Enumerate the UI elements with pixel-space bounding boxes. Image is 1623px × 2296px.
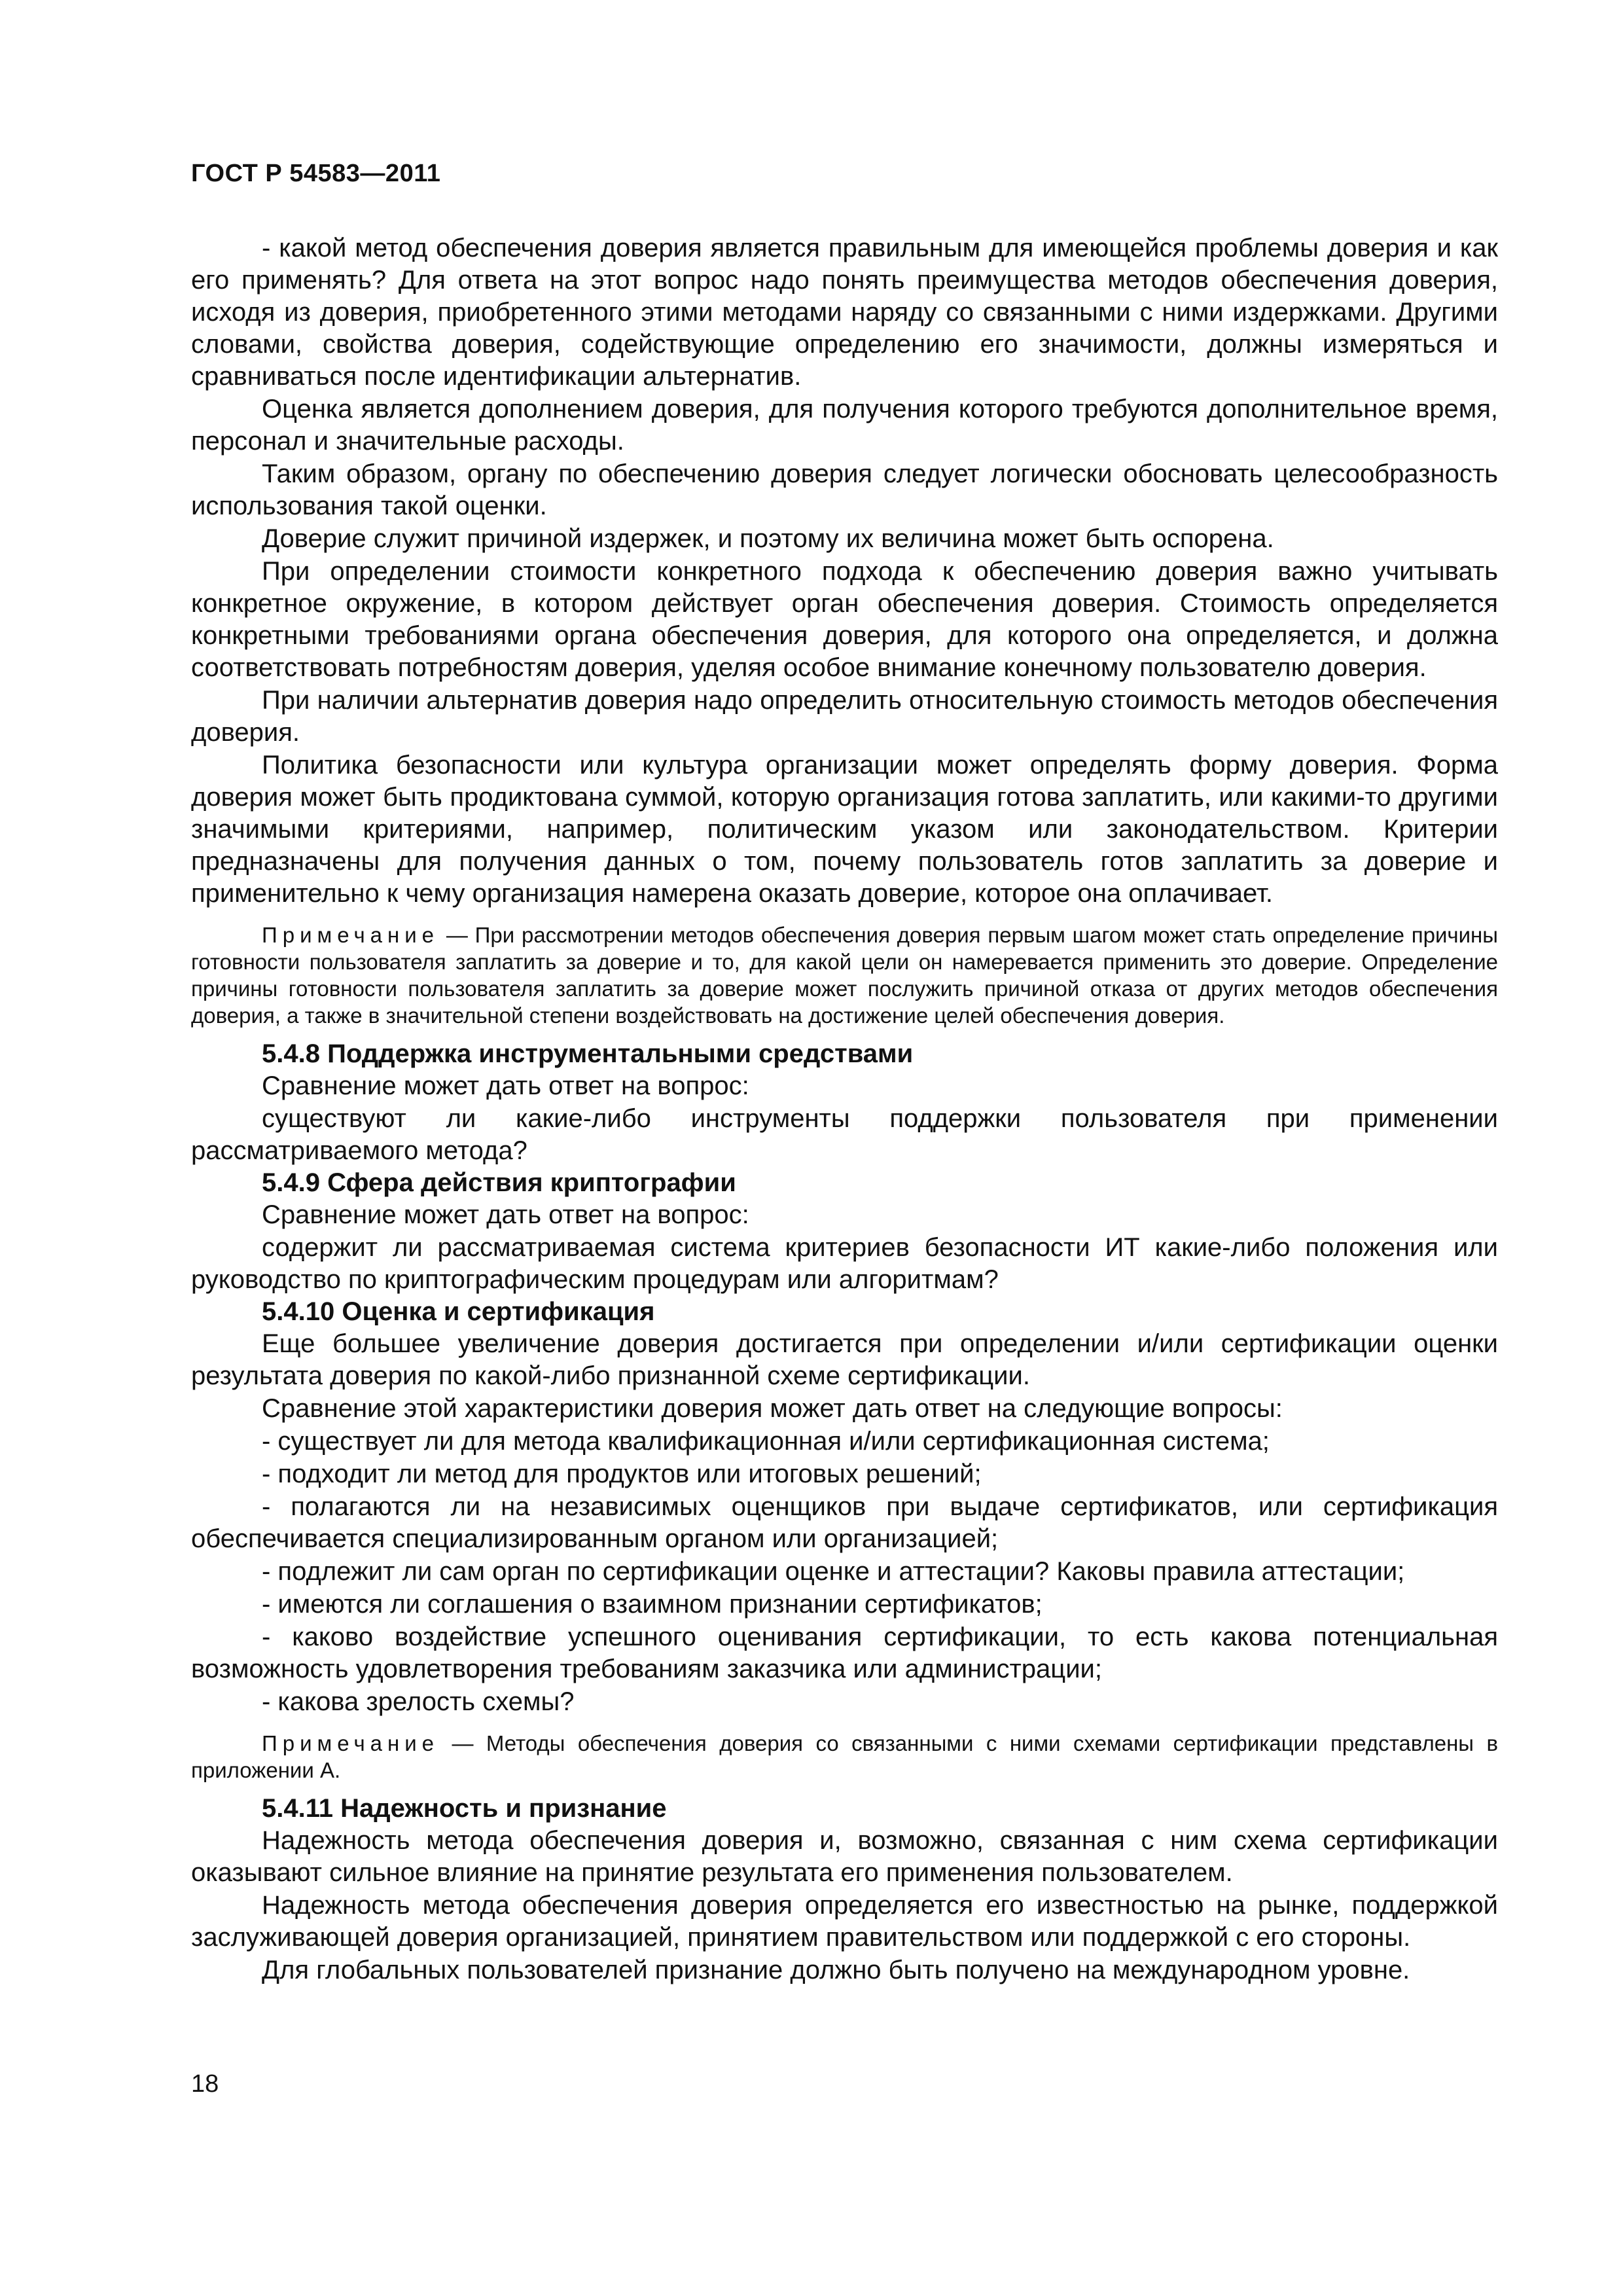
list-item: - каково воздействие успешного оценивания сертификации, то есть какова потенциальная возможность удовлетворения требованиям заказчика или администрации; <box>191 1623 1498 1683</box>
paragraph: содержит ли рассматриваемая система критериев безопасности ИТ какие-либо положения или руководство по криптографическим процедурам или алгоритмам? <box>191 1233 1498 1294</box>
note-block <box>191 922 1498 1029</box>
note-text: — Методы обеспечения доверия со связанными с ними схемами сертификации представлены в приложении А. <box>191 1731 1498 1782</box>
paragraph: Для глобальных пользователей признание должно быть получено на международном уровне. <box>262 1956 1410 1984</box>
paragraph: существуют ли какие-либо инструменты поддержки пользователя при применении рассматриваемого метода? <box>191 1104 1498 1165</box>
paragraph: Оценка является дополнением доверия, для получения которого требуются дополнительное время, персонал и значительные расходы. <box>191 395 1498 456</box>
paragraph: Еще большее увеличение доверия достигается при определении и/или сертификации оценки результата доверия по какой-либо признанной схеме сертификации. <box>191 1329 1498 1390</box>
note-text: — При рассмотрении методов обеспечения доверия первым шагом может стать определение причины готовности пользователя заплатить за доверие и то, для какой цели он намеревается применить это доверие. Определение причины готовности пользователя заплатить за доверие может послужить причиной отказа от других методов обеспечения доверия, а также в значительной степени воздействовать на достижение целей обеспечения доверия. <box>191 923 1498 1028</box>
list-item: - имеются ли соглашения о взаимном признании сертификатов; <box>262 1590 1043 1619</box>
section-heading-5-4-10: 5.4.10 Оценка и сертификация <box>262 1297 655 1326</box>
list-item: - подлежит ли сам орган по сертификации оценке и аттестации? Каковы правила аттестации; <box>262 1557 1405 1586</box>
paragraph: При определении стоимости конкретного подхода к обеспечению доверия важно учитывать конкретное окружение, в котором действует орган обеспечения доверия. Стоимость определяется конкретными требованиями органа обеспечения доверия, для которого она определяется, и должна соответствовать потребностям доверия, уделяя особое внимание конечному пользователю доверия. <box>191 557 1498 682</box>
section-heading-5-4-9: 5.4.9 Сфера действия криптографии <box>262 1168 736 1197</box>
paragraph: При наличии альтернатив доверия надо определить относительную стоимость методов обеспечения доверия. <box>191 686 1498 747</box>
page-number: 18 <box>191 2070 219 2098</box>
paragraph: Надежность метода обеспечения доверия определяется его известностью на рынке, поддержкой заслуживающей доверия организацией, принятием правительством или поддержкой с его стороны. <box>191 1891 1498 1952</box>
paragraph: Сравнение этой характеристики доверия может дать ответ на следующие вопросы: <box>262 1394 1283 1423</box>
paragraph: - какой метод обеспечения доверия является правильным для имеющейся проблемы доверия и как его применять? Для ответа на этот вопрос надо понять преимущества методов обеспечения доверия, исходя из доверия, приобретенного этими методами наряду со связанными с ними издержками. Другими словами, свойства доверия, содействующие определению его значимости, должны измеряться и сравниваться после идентификации альтернатив. <box>191 234 1498 391</box>
list-item: - полагаются ли на независимых оценщиков при выдаче сертификатов, или сертификация обеспечивается специализированным органом или организацией; <box>191 1492 1498 1553</box>
section-heading-5-4-8: 5.4.8 Поддержка инструментальными средствами <box>262 1039 914 1068</box>
list-item: - подходит ли метод для продуктов или итоговых решений; <box>262 1460 982 1488</box>
paragraph: Надежность метода обеспечения доверия и, возможно, связанная с ним схема сертификации оказывают сильное влияние на принятие результата его применения пользователем. <box>191 1826 1498 1887</box>
list-item: - какова зрелость схемы? <box>262 1687 575 1716</box>
note-label: Примечание <box>262 1731 440 1755</box>
paragraph: Политика безопасности или культура организации может определять форму доверия. Форма доверия может быть продиктована суммой, которую организация готова заплатить, или какими-то другими значимыми критериями, например, политическим указом или законодательством. Критерии предназначены для получения данных о том, почему пользователь готов заплатить за доверие и применительно к чему организация намерена оказать доверие, которое она оплачивает. <box>191 751 1498 908</box>
paragraph: Сравнение может дать ответ на вопрос: <box>262 1071 749 1100</box>
standard-code-header: ГОСТ Р 54583—2011 <box>191 160 441 187</box>
list-item: - существует ли для метода квалификационная и/или сертификационная система; <box>262 1427 1270 1456</box>
section-heading-5-4-11: 5.4.11 Надежность и признание <box>262 1794 667 1823</box>
paragraph: Сравнение может дать ответ на вопрос: <box>262 1200 749 1229</box>
paragraph: Таким образом, органу по обеспечению доверия следует логически обосновать целесообразность использования такой оценки. <box>191 459 1498 520</box>
paragraph: Доверие служит причиной издержек, и поэтому их величина может быть оспорена. <box>262 524 1274 553</box>
page-body <box>191 232 1498 1986</box>
note-label: Примечание <box>262 923 440 947</box>
note-block <box>191 1730 1498 1784</box>
